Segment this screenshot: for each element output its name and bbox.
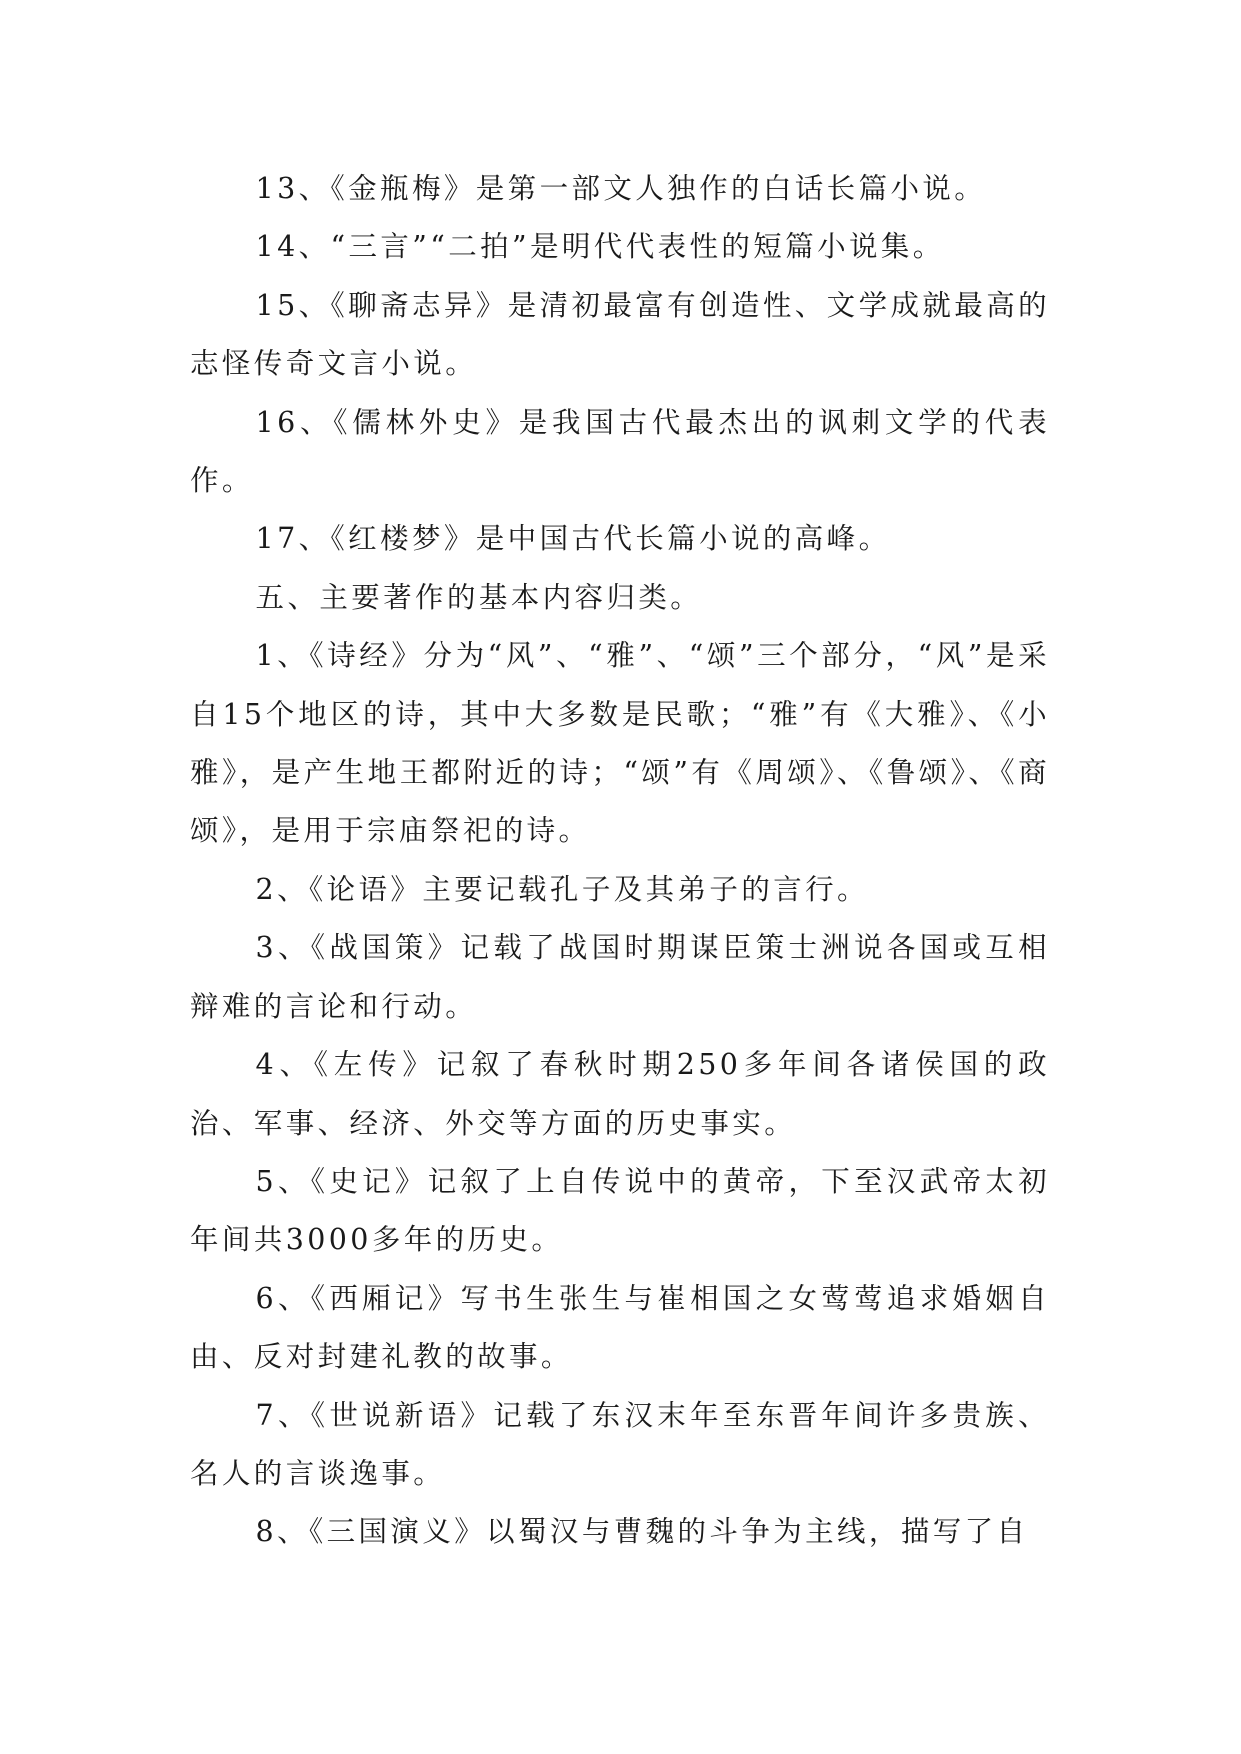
paragraph-14-sanyan-erpai: 14、“三言”“二拍”是明代代表性的短篇小说集。 (255, 230, 945, 264)
paragraph-13-jinpingmei: 13、《金瓶梅》是第一部文人独作的白话长篇小说。 (255, 172, 987, 205)
document-body (190, 160, 1050, 1562)
section-heading-5: 五、主要著作的基本内容归类。 (255, 580, 703, 614)
paragraph-4-zuozhuan: 4、《左传》记叙了春秋时期250多年间各诸侯国的政治、军事、经济、外交等方面的历史事实。 (190, 1048, 1050, 1140)
paragraph-15-liaozhai: 15、《聊斋志异》是清初最富有创造性、文学成就最高的志怪传奇文言小说。 (190, 288, 1050, 381)
paragraph-8-sanguoyanyi: 8、《三国演义》以蜀汉与曹魏的斗争为主线，描写了自 (255, 1515, 1029, 1549)
paragraph-1-shijing: 1、《诗经》分为“风”、“雅”、“颂”三个部分，“风”是采自15个地区的诗，其中大多数是民歌；“雅”有《大雅》、《小雅》，是产生地王都附近的诗；“颂”有《周颂》、《鲁颂》、《商颂》，是用于宗庙祭祀的诗。 (190, 639, 1050, 848)
paragraph-3-zhanguoce: 3、《战国策》记载了战国时期谋臣策士洲说各国或互相辩难的言论和行动。 (190, 931, 1050, 1023)
paragraph-6-xixiangji: 6、《西厢记》写书生张生与崔相国之女莺莺追求婚姻自由、反对封建礼教的故事。 (190, 1281, 1050, 1374)
paragraph-5-shiji: 5、《史记》记叙了上自传说中的黄帝，下至汉武帝太初年间共3000多年的历史。 (190, 1164, 1050, 1257)
paragraph-16-rulinwaishi: 16、《儒林外史》是我国古代最杰出的讽刺文学的代表作。 (190, 405, 1050, 498)
paragraph-17-hongloumeng: 17、《红楼梦》是中国古代长篇小说的高峰。 (255, 522, 891, 556)
paragraph-7-shishuoxinyu: 7、《世说新语》记载了东汉末年至东晋年间许多贵族、名人的言谈逸事。 (190, 1398, 1050, 1490)
paragraph-2-lunyu: 2、《论语》主要记载孔子及其弟子的言行。 (255, 872, 869, 906)
